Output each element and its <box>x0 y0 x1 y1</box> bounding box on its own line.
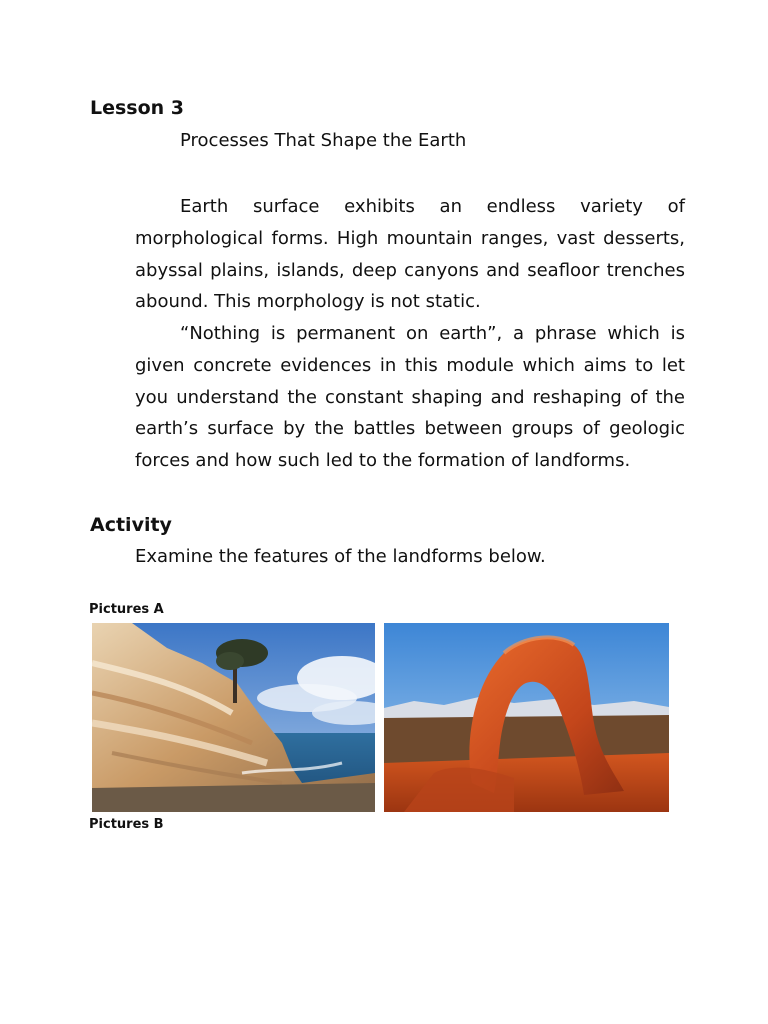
lesson-label: Lesson 3 <box>90 97 185 119</box>
activity-instruction: Examine the features of the landforms below. <box>135 546 546 567</box>
lesson-title: Processes That Shape the Earth <box>180 130 467 151</box>
rock-arch-photo <box>384 623 669 812</box>
pictures-a-caption: Pictures A <box>89 602 164 617</box>
activity-heading: Activity <box>90 514 172 536</box>
intro-paragraph-1: Earth surface exhibits an endless variety of morphological forms. High mountain ranges, vast desserts, abyssal plains, islands, deep canyons and seafloor trenches abound. This morphology is not static. <box>135 196 685 313</box>
pictures-b-caption: Pictures B <box>89 817 164 832</box>
coastal-cliff-photo <box>92 623 375 812</box>
intro-paragraph-2: “Nothing is permanent on earth”, a phrase which is given concrete evidences in this module which aims to let you understand the constant shaping and reshaping of the earth’s surface by the battles between groups of geologic forces and how such led to the formation of landforms. <box>135 323 685 472</box>
